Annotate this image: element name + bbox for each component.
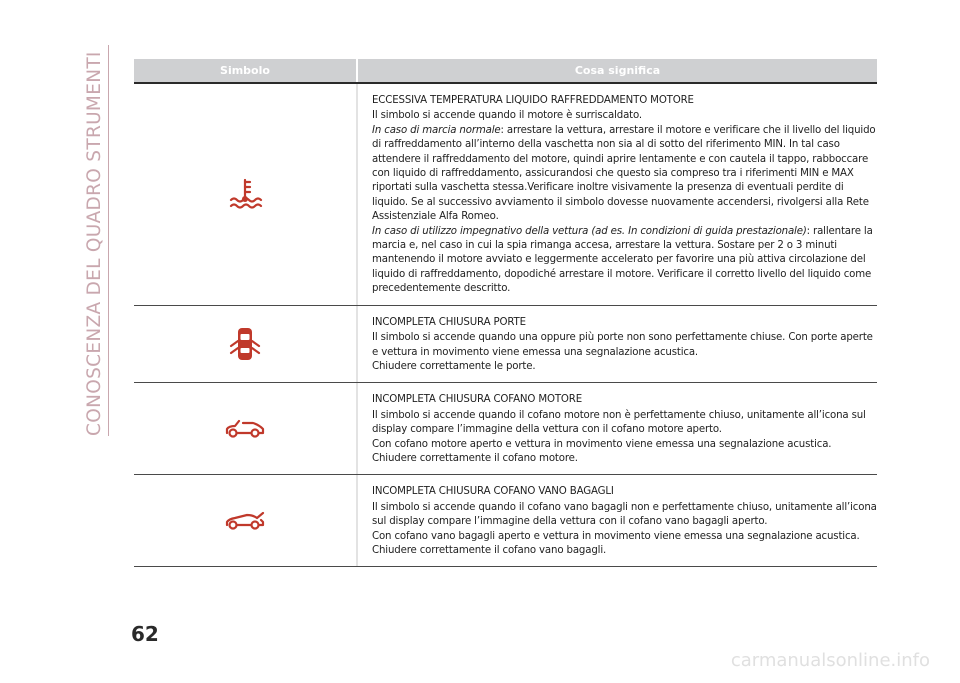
trunk-open-icon — [223, 510, 267, 532]
door-open-icon — [228, 326, 262, 362]
table-row — [134, 306, 877, 384]
symbol-cell — [134, 84, 358, 305]
row-text: Chiudere correttamente il cofano motore. — [372, 452, 578, 464]
header-meaning: Cosa significa — [574, 64, 661, 77]
engine-coolant-temperature-icon — [227, 178, 263, 210]
row-text: Chiudere correttamente il cofano vano bagagli. — [372, 544, 607, 556]
row-text: Il simbolo si accende quando il motore è surriscaldato. — [372, 110, 642, 122]
row-text: Il simbolo si accende quando il cofano motore non è perfettamente chiuso, unitamente all’icona sul display compare l’immagine della vettura con il cofano motore aperto. — [372, 409, 866, 436]
page-number: 62 — [131, 622, 159, 646]
row-text: Il simbolo si accende quando il cofano vano bagagli non e perfettamente chiuso, unitamente all’icona sul display compare l’immagine della vettura con il cofano vano bagagli aperto. — [372, 501, 877, 528]
row-title: INCOMPLETA CHIUSURA PORTE — [372, 316, 526, 328]
hood-open-icon — [223, 418, 267, 440]
row-text: Il simbolo si accende quando una oppure più porte non sono perfettamente chiuse. Con porte aperte e vettura in movimento viene emessa una segnalazione acustica. — [372, 332, 873, 358]
table-row — [134, 84, 877, 306]
row-title: ECCESSIVA TEMPERATURA LIQUIDO RAFFREDDAMENTO MOTORE — [372, 95, 694, 106]
row-text: Con cofano motore aperto e vettura in movimento viene emessa una segnalazione acustica. — [372, 438, 832, 450]
table-row — [134, 475, 877, 567]
row-text — [372, 124, 877, 225]
body-text: : rallentare la marcia e, nel caso in cui la spia rimanga accesa, arrestare la vettura. Sostare per 2 o 3 minuti mantenendo il motore avviato e leggermente accelerato per favorire una più attiva circolazione del liquido di raffreddamento, dopodiché arrestare il motore. Verificare il corretto livello del liquido come precedentemente descritto. — [372, 225, 873, 295]
description-cell — [358, 383, 877, 474]
section-rule — [108, 45, 109, 436]
symbol-cell — [134, 306, 358, 383]
italic-text: In caso di marcia normale — [372, 124, 501, 136]
table-header — [134, 59, 877, 84]
table-row — [134, 383, 877, 475]
body-text: : arrestare la vettura, arrestare il motore e verificare che il livello del liquido di raffreddamento all’interno della vaschetta non sia al di sotto del riferimento MIN. In tal caso attendere il raffreddamento del motore, quindi aprire lentamente e con cautela il tappo, rabboccare con liquido di raffreddamento, assicurandosi che questo sia compreso tra i riferimenti MIN e MAX riportati sulla vaschetta stessa.Verificare inoltre visivamente la presenza di eventuali perdite di liquido. Se al successivo avviamento il simbolo dovesse nuovamente accendersi, rivolgersi alla Rete Assistenziale Alfa Romeo. — [372, 124, 876, 223]
description-cell — [358, 306, 877, 383]
symbol-table — [134, 59, 877, 567]
symbol-cell — [134, 475, 358, 566]
italic-text: In caso di utilizzo impegnativo della vettura (ad es. In condizioni di guida prestazionale) — [372, 225, 807, 237]
row-text: Chiudere correttamente le porte. — [372, 360, 536, 372]
row-text — [372, 225, 877, 297]
row-title: INCOMPLETA CHIUSURA COFANO MOTORE — [372, 394, 582, 406]
section-title: CONOSCENZA DEL QUADRO STRUMENTI — [84, 51, 105, 436]
description-cell — [358, 475, 877, 566]
row-text: Con cofano vano bagagli aperto e vettura in movimento viene emessa una segnalazione acustica. — [372, 530, 860, 542]
watermark: carmanualsonline.info — [730, 650, 930, 671]
symbol-cell — [134, 383, 358, 474]
header-symbol: Simbolo — [134, 59, 358, 82]
description-cell — [358, 84, 877, 305]
row-title: INCOMPLETA CHIUSURA COFANO VANO BAGAGLI — [372, 486, 614, 498]
